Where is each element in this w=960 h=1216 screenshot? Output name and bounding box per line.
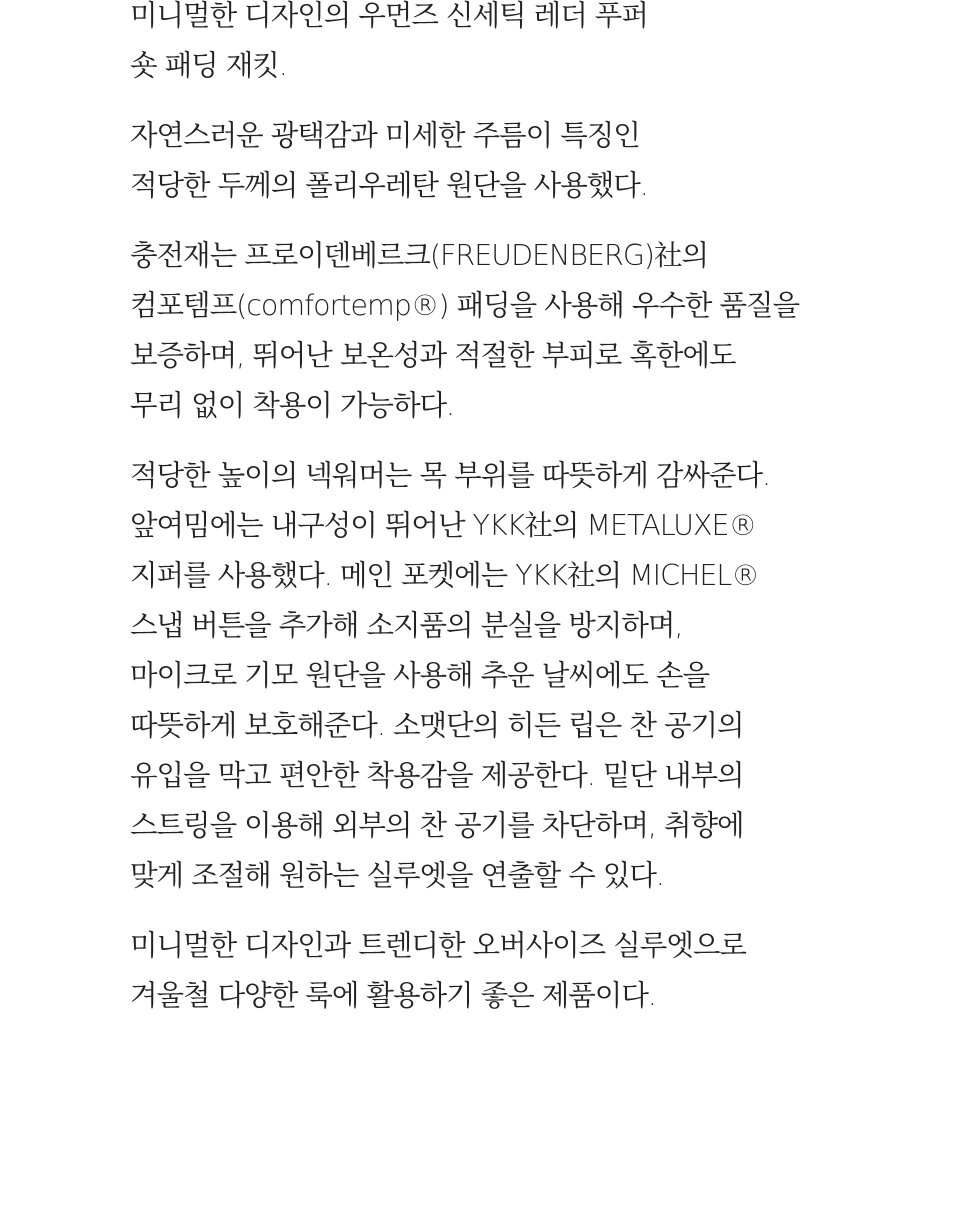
description-line: 따뜻하게 보호해준다. 소맷단의 히든 립은 찬 공기의 [130, 709, 744, 742]
product-description [130, 0, 850, 1041]
description-line: 맞게 조절해 원하는 실루엣을 연출할 수 있다. [130, 859, 664, 892]
description-line: 유입을 막고 편안한 착용감을 제공한다. 밑단 내부의 [130, 759, 744, 792]
description-line: 앞여밈에는 내구성이 뛰어난 YKK社의 METALUXE® [130, 509, 757, 542]
description-line: 보증하며, 뛰어난 보온성과 적절한 부피로 혹한에도 [130, 339, 736, 372]
description-line: 스트링을 이용해 외부의 찬 공기를 차단하며, 취향에 [130, 809, 744, 842]
description-line: 적당한 두께의 폴리우레탄 원단을 사용했다. [130, 169, 648, 202]
description-line: 적당한 높이의 넥워머는 목 부위를 따뜻하게 감싸준다. [130, 459, 771, 492]
description-paragraph-details [130, 451, 850, 901]
description-line: 자연스러운 광택감과 미세한 주름이 특징인 [130, 119, 640, 152]
description-line: 미니멀한 디자인의 우먼즈 신세틱 레더 푸퍼 [130, 0, 648, 32]
description-paragraph-summary [130, 921, 850, 1021]
description-line: 충전재는 프로이덴베르크(FREUDENBERG)社의 [130, 239, 709, 272]
description-line: 숏 패딩 재킷. [130, 49, 287, 82]
description-line: 마이크로 기모 원단을 사용해 추운 날씨에도 손을 [130, 659, 709, 692]
description-line: 컴포템프(comfortemp®) 패딩을 사용해 우수한 품질을 [130, 289, 800, 322]
description-line: 미니멀한 디자인과 트렌디한 오버사이즈 실루엣으로 [130, 929, 746, 962]
description-line: 무리 없이 착용이 가능하다. [130, 389, 455, 422]
description-line: 스냅 버튼을 추가해 소지품의 분실을 방지하며, [130, 609, 683, 642]
description-line: 겨울철 다양한 룩에 활용하기 좋은 제품이다. [130, 979, 656, 1012]
description-paragraph-filling [130, 231, 850, 431]
description-line: 지퍼를 사용했다. 메인 포켓에는 YKK社의 MICHEL® [130, 559, 759, 592]
description-paragraph-intro [130, 0, 850, 91]
description-paragraph-material [130, 111, 850, 211]
